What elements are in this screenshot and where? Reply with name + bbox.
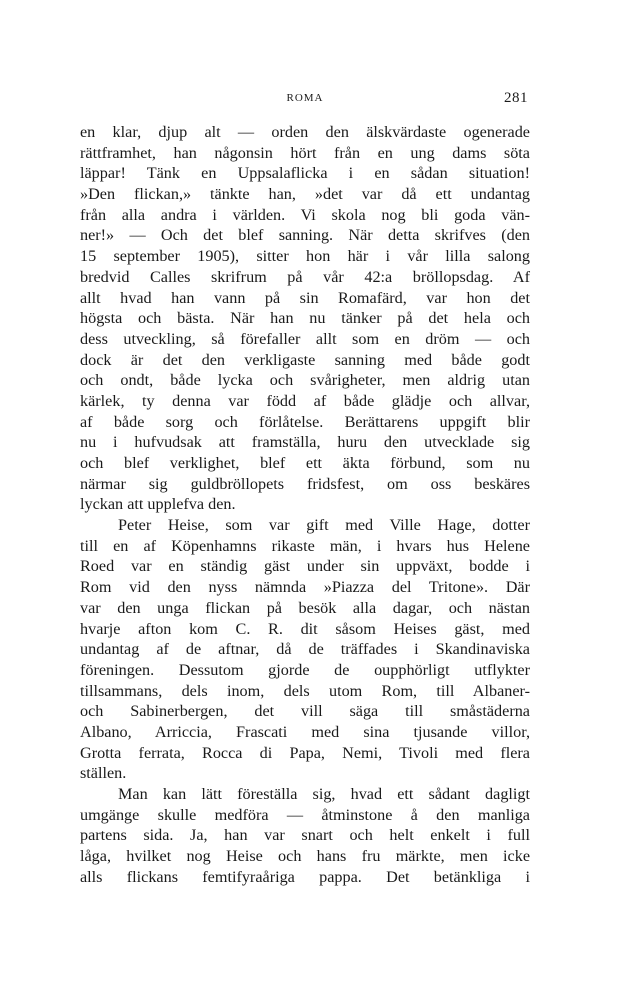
text-line: umgänge skulle medföra — åtminstone å den manliga [80, 805, 530, 824]
text-line: läppar! Tänk en Uppsalaflicka i en sådan situation! [80, 164, 530, 183]
text-line: partens sida. Ja, han var snart och helt enkelt i full [80, 826, 530, 845]
text-line: Grotta ferrata, Rocca di Papa, Nemi, Tivoli med flera [80, 743, 530, 762]
text-line: dess utveckling, så förefaller allt som en dröm — och [80, 329, 530, 348]
running-title: ROMA [286, 92, 324, 104]
text-line: »Den flickan,» tänkte han, »det var då ett undantag [80, 185, 530, 204]
text-line: och ondt, både lycka och svårigheter, men aldrig utan [80, 371, 530, 390]
text-line: rättframhet, han någonsin hört från en ung dams söta [80, 143, 530, 162]
paragraph-start-line: Peter Heise, som var gift med Ville Hage, dotter [118, 516, 530, 535]
text-line: alls flickans femtifyraåriga pappa. Det betänkliga i [80, 867, 530, 886]
text-line: var den unga flickan på besök alla dagar, och nästan [80, 598, 530, 617]
page-number: 281 [504, 90, 528, 106]
text-line: Albano, Arriccia, Frascati med sina tjusande villor, [80, 722, 530, 741]
text-line: af både sorg och förlåtelse. Berättarens uppgift blir [80, 412, 530, 431]
text-line: Roed var en ständig gäst under sin uppväxt, bodde i [80, 557, 530, 576]
body-text [80, 122, 530, 887]
text-line: bredvid Calles skrifrum på vår 42:a bröllopsdag. Af [80, 267, 530, 286]
text-line: och blef verklighet, blef ett äkta förbund, som nu [80, 454, 530, 472]
text-line: låga, hvilket nog Heise och hans fru märkte, men icke [80, 847, 530, 866]
text-line: tillsammans, dels inom, dels utom Rom, till Albaner- [80, 681, 530, 700]
paragraph-end-line: ställen. [80, 764, 127, 783]
text-line: föreningen. Dessutom gjorde de oupphörligt utflykter [80, 660, 530, 679]
book-page [80, 90, 530, 887]
text-line: hvarje afton kom C. R. dit såsom Heises gäst, med [80, 619, 530, 638]
text-line: ner!» — Och det blef sanning. När detta skrifves (den [80, 226, 530, 245]
text-line: undantag af de aftnar, då de träffades i Skandinaviska [80, 640, 530, 659]
text-line: och Sabinerbergen, det vill säga till småstäderna [80, 702, 530, 721]
paragraph-start-line: Man kan lätt föreställa sig, hvad ett sådant dagligt [118, 785, 530, 803]
text-line: dock är det den verkligaste sanning med både godt [80, 350, 530, 369]
text-line: en klar, djup alt — orden den älskvärdaste ogenerade [80, 123, 530, 141]
page-header [80, 90, 530, 112]
text-line: kärlek, ty denna var född af både glädje och allvar, [80, 391, 530, 410]
text-line: till en af Köpenhamns rikaste män, i hvars hus Helene [80, 536, 530, 555]
paragraph-end-line: lyckan att upplefva den. [80, 495, 236, 514]
text-line: allt hvad han vann på sin Romafärd, var hon det [80, 288, 530, 307]
text-line: nu i hufvudsak att framställa, huru den utvecklade sig [80, 433, 530, 452]
text-line: Rom vid den nyss nämnda »Piazza del Tritone». Där [80, 578, 530, 597]
text-line: högsta och bästa. När han nu tänker på det hela och [80, 309, 530, 328]
text-line: från alla andra i världen. Vi skola nog bli goda vän- [80, 205, 530, 224]
text-line: närmar sig guldbröllopets fridsfest, om oss beskäres [80, 474, 530, 493]
text-line: 15 september 1905), sitter hon här i vår lilla salong [80, 247, 530, 266]
